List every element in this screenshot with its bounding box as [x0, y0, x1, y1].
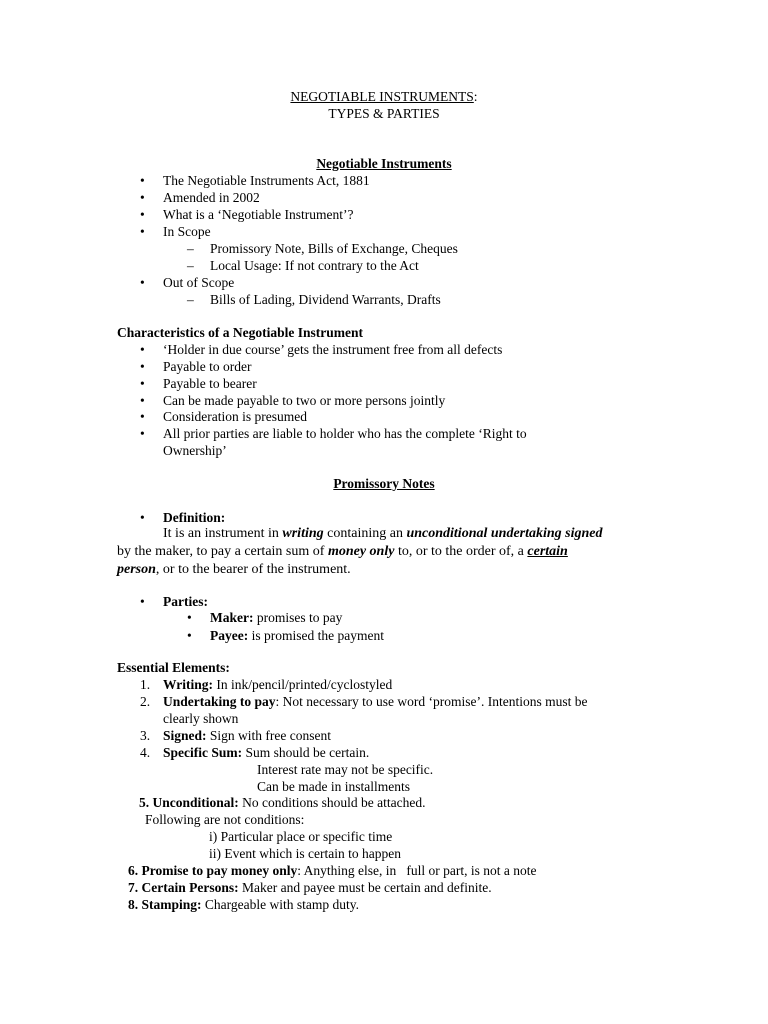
element-continuation: clearly shown	[163, 711, 239, 726]
sub-list-item: Local Usage: If not contrary to the Act	[210, 258, 419, 273]
element-writing: Writing: In ink/pencil/printed/cyclostyled	[163, 677, 393, 692]
party-maker: Maker: promises to pay	[210, 610, 343, 625]
definition-label: Definition:	[163, 510, 226, 525]
list-item: Can be made payable to two or more persons jointly	[163, 393, 446, 408]
section-heading-essential-elements: Essential Elements:	[117, 660, 230, 675]
bullet-icon: •	[140, 224, 145, 239]
definition-line-1: It is an instrument in writing containing an unconditional undertaking signed	[163, 526, 603, 541]
list-item-continuation: Ownership’	[163, 443, 227, 458]
list-item: Out of Scope	[163, 275, 235, 290]
list-item: Consideration is presumed	[163, 409, 307, 424]
sub-list-item: Bills of Lading, Dividend Warrants, Drafts	[210, 292, 441, 307]
element-sub-item: ii) Event which is certain to happen	[209, 846, 401, 861]
element-continuation: Interest rate may not be specific.	[257, 762, 434, 777]
bullet-icon: •	[140, 359, 145, 374]
list-item: Payable to bearer	[163, 376, 257, 391]
list-item: What is a ‘Negotiable Instrument’?	[163, 207, 354, 222]
list-item: In Scope	[163, 224, 211, 239]
element-unconditional: 5. Unconditional: No conditions should be attached.	[139, 795, 426, 810]
element-undertaking: Undertaking to pay: Not necessary to use word ‘promise’. Intentions must be	[163, 694, 588, 709]
section-heading-promissory-notes: Promissory Notes	[333, 476, 435, 491]
bullet-icon: •	[140, 393, 145, 408]
bullet-icon: •	[187, 628, 192, 643]
bullet-icon: •	[187, 610, 192, 625]
element-signed: Signed: Sign with free consent	[163, 728, 331, 743]
element-number: 3.	[140, 728, 151, 743]
element-certain-persons: 7. Certain Persons: Maker and payee must be certain and definite.	[128, 880, 492, 895]
bullet-icon: •	[140, 594, 145, 609]
definition-line-3: person, or to the bearer of the instrument.	[117, 562, 351, 577]
bullet-icon: •	[140, 190, 145, 205]
dash-icon: –	[187, 292, 194, 307]
dash-icon: –	[187, 241, 194, 256]
document-title: NEGOTIABLE INSTRUMENTS:	[290, 89, 478, 104]
document-subtitle: TYPES & PARTIES	[328, 106, 440, 121]
parties-label: Parties:	[163, 594, 208, 609]
section-heading-characteristics: Characteristics of a Negotiable Instrument	[117, 325, 363, 340]
bullet-icon: •	[140, 342, 145, 357]
bullet-icon: •	[140, 173, 145, 188]
bullet-icon: •	[140, 275, 145, 290]
bullet-icon: •	[140, 426, 145, 441]
element-number: 4.	[140, 745, 151, 760]
element-number: 1.	[140, 677, 151, 692]
list-item: ‘Holder in due course’ gets the instrument free from all defects	[163, 342, 503, 357]
bullet-icon: •	[140, 376, 145, 391]
party-payee: Payee: is promised the payment	[210, 628, 384, 643]
list-item: Payable to order	[163, 359, 252, 374]
list-item: All prior parties are liable to holder who has the complete ‘Right to	[163, 426, 527, 441]
element-note: Following are not conditions:	[145, 812, 305, 827]
element-specific-sum: Specific Sum: Sum should be certain.	[163, 745, 370, 760]
bullet-icon: •	[140, 409, 145, 424]
element-continuation: Can be made in installments	[257, 779, 410, 794]
definition-line-2: by the maker, to pay a certain sum of money only to, or to the order of, a certain	[117, 544, 568, 559]
element-promise-money: 6. Promise to pay money only: Anything else, in full or part, is not a note	[128, 863, 537, 878]
dash-icon: –	[187, 258, 194, 273]
element-number: 2.	[140, 694, 151, 709]
element-stamping: 8. Stamping: Chargeable with stamp duty.	[128, 897, 359, 912]
section-heading-negotiable-instruments: Negotiable Instruments	[316, 156, 452, 171]
element-sub-item: i) Particular place or specific time	[209, 829, 393, 844]
sub-list-item: Promissory Note, Bills of Exchange, Cheques	[210, 241, 458, 256]
bullet-icon: •	[140, 510, 145, 525]
bullet-icon: •	[140, 207, 145, 222]
list-item: The Negotiable Instruments Act, 1881	[163, 173, 370, 188]
list-item: Amended in 2002	[163, 190, 260, 205]
